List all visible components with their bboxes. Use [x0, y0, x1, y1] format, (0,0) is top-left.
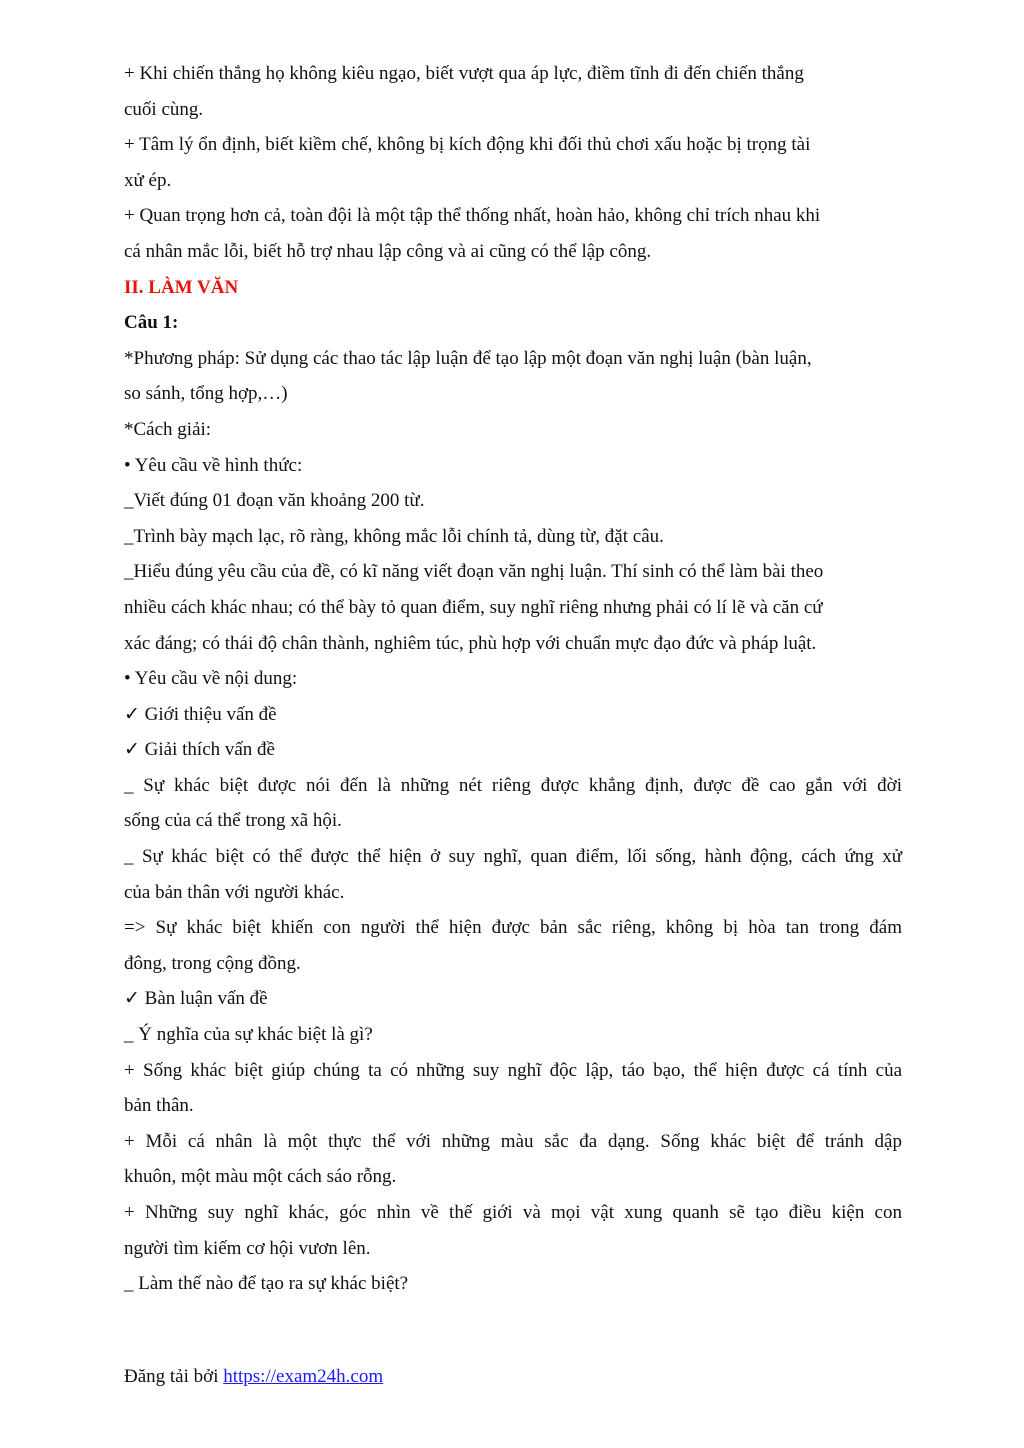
footer-link[interactable]: https://exam24h.com — [223, 1366, 384, 1387]
text-line: đông, trong cộng đồng. — [124, 952, 301, 974]
text-line: sống của cá thể trong xã hội. — [124, 810, 342, 832]
text-line: + Tâm lý ổn định, biết kiềm chế, không bị kích động khi đối thủ chơi xấu hoặc bị trọng tài — [124, 134, 811, 156]
text-line: + Quan trọng hơn cả, toàn đội là một tập thể thống nhất, hoàn hảo, không chỉ trích nhau khi — [124, 205, 821, 227]
footer — [124, 1362, 383, 1392]
text-line: _ Sự khác biệt được nói đến là những nét riêng được khẳng định, được đề cao gắn với đời — [124, 774, 902, 796]
text-line: xử ép. — [124, 169, 172, 191]
text-line: _Viết đúng 01 đoạn văn khoảng 200 từ. — [124, 490, 425, 512]
text-line: + Sống khác biệt giúp chúng ta có những suy nghĩ độc lập, táo bạo, thể hiện được cá tính của — [124, 1059, 902, 1081]
text-line: • Yêu cầu về nội dung: — [124, 668, 298, 690]
text-line: *Cách giải: — [124, 418, 212, 440]
text-line: _ Sự khác biệt có thể được thể hiện ở suy nghĩ, quan điểm, lối sống, hành động, cách ứng xử — [124, 846, 902, 868]
text-line: ✓ Bàn luận vấn đề — [124, 988, 268, 1010]
text-line: + Mỗi cá nhân là một thực thể với những màu sắc đa dạng. Sống khác biệt để tránh dập — [124, 1130, 902, 1152]
text-line: khuôn, một màu một cách sáo rỗng. — [124, 1166, 397, 1188]
text-line: ✓ Giải thích vấn đề — [124, 739, 275, 761]
text-line: _ Làm thế nào để tạo ra sự khác biệt? — [124, 1273, 409, 1295]
text-line: so sánh, tổng hợp,…) — [124, 383, 288, 405]
text-line: *Phương pháp: Sử dụng các thao tác lập luận để tạo lập một đoạn văn nghị luận (bàn luận, — [124, 347, 812, 369]
text-line: bản thân. — [124, 1095, 194, 1117]
text-line: _Hiểu đúng yêu cầu của đề, có kĩ năng viết đoạn văn nghị luận. Thí sinh có thể làm bài theo — [124, 561, 824, 583]
footer-prefix: Đăng tải bởi — [124, 1366, 224, 1387]
text-line: cá nhân mắc lỗi, biết hỗ trợ nhau lập công và ai cũng có thể lập công. — [124, 240, 652, 262]
document-body — [124, 56, 902, 1302]
text-line: + Những suy nghĩ khác, góc nhìn về thế giới và mọi vật xung quanh sẽ tạo điều kiện con — [124, 1202, 902, 1223]
text-line: • Yêu cầu về hình thức: — [124, 454, 303, 476]
text-line: + Khi chiến thắng họ không kiêu ngạo, biết vượt qua áp lực, điềm tĩnh đi đến chiến thắng — [124, 63, 804, 84]
text-line: cuối cùng. — [124, 98, 204, 120]
text-line: của bản thân với người khác. — [124, 881, 345, 903]
text-line: _ Ý nghĩa của sự khác biệt là gì? — [124, 1024, 373, 1046]
text-line: ✓ Giới thiệu vấn đề — [124, 703, 277, 725]
question-label: Câu 1: — [124, 312, 179, 334]
text-line: người tìm kiếm cơ hội vươn lên. — [124, 1237, 371, 1259]
text-line: xác đáng; có thái độ chân thành, nghiêm túc, phù hợp với chuẩn mực đạo đức và pháp luật. — [124, 632, 817, 654]
text-line: nhiều cách khác nhau; có thể bày tỏ quan điểm, suy nghĩ riêng nhưng phải có lí lẽ và căn cứ — [124, 596, 823, 618]
section-heading: II. LÀM VĂN — [124, 276, 239, 298]
text-line: _Trình bày mạch lạc, rõ ràng, không mắc lỗi chính tả, dùng từ, đặt câu. — [124, 525, 664, 547]
text-line: => Sự khác biệt khiến con người thể hiện được bản sắc riêng, không bị hòa tan trong đám — [124, 917, 902, 939]
